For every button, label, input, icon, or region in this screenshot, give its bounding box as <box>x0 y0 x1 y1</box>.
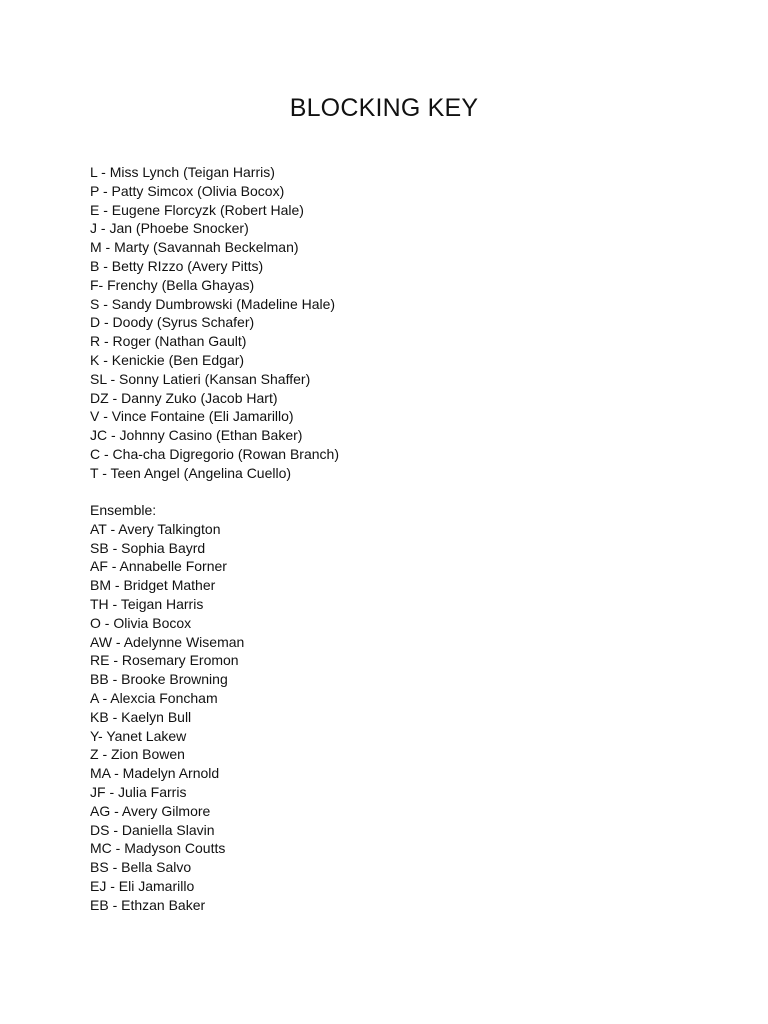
list-item: EJ - Eli Jamarillo <box>90 877 195 894</box>
list-item: RE - Rosemary Eromon <box>90 652 239 669</box>
list-item: L - Miss Lynch (Teigan Harris) <box>90 164 275 180</box>
document-title: BLOCKING KEY <box>289 94 479 122</box>
list-item: DS - Daniella Slavin <box>90 821 215 838</box>
list-item: TH - Teigan Harris <box>90 595 204 612</box>
list-item: M - Marty (Savannah Beckelman) <box>90 239 299 256</box>
list-item: S - Sandy Dumbrowski (Madeline Hale) <box>90 295 336 312</box>
ensemble-list <box>90 501 244 915</box>
list-item: MC - Madyson Coutts <box>90 840 226 857</box>
list-item: SL - Sonny Latieri (Kansan Shaffer) <box>90 370 311 387</box>
ensemble-heading: Ensemble: <box>90 502 157 518</box>
list-item: AW - Adelynne Wiseman <box>90 633 245 650</box>
list-item: AF - Annabelle Forner <box>90 558 227 575</box>
list-item: O - Olivia Bocox <box>90 614 192 631</box>
list-item: EB - Ethzan Baker <box>90 896 206 913</box>
list-item: C - Cha-cha Digregorio (Rowan Branch) <box>90 445 339 462</box>
list-item: J - Jan (Phoebe Snocker) <box>90 220 249 237</box>
list-item: AG - Avery Gilmore <box>90 802 211 819</box>
list-item: E - Eugene Florcyzk (Robert Hale) <box>90 201 304 218</box>
list-item: K - Kenickie (Ben Edgar) <box>90 351 245 368</box>
list-item: D - Doody (Syrus Schafer) <box>90 314 255 331</box>
list-item: KB - Kaelyn Bull <box>90 708 192 725</box>
list-item: JC - Johnny Casino (Ethan Baker) <box>90 427 303 444</box>
list-item: R - Roger (Nathan Gault) <box>90 333 247 350</box>
list-item: DZ - Danny Zuko (Jacob Hart) <box>90 389 278 406</box>
list-item: JF - Julia Farris <box>90 783 187 800</box>
list-item: AT - Avery Talkington <box>90 520 221 537</box>
list-item: BB - Brooke Browning <box>90 671 228 688</box>
list-item: P - Patty Simcox (Olivia Bocox) <box>90 182 285 199</box>
list-item: V - Vince Fontaine (Eli Jamarillo) <box>90 408 294 425</box>
principal-cast-list <box>90 163 339 483</box>
list-item: SB - Sophia Bayrd <box>90 539 206 556</box>
list-item: F- Frenchy (Bella Ghayas) <box>90 276 255 293</box>
list-item: BM - Bridget Mather <box>90 577 216 594</box>
list-item: BS - Bella Salvo <box>90 859 192 876</box>
list-item: A - Alexcia Foncham <box>90 689 218 706</box>
list-item: Z - Zion Bowen <box>90 746 185 763</box>
list-item: Y- Yanet Lakew <box>90 727 187 744</box>
list-item: MA - Madelyn Arnold <box>90 765 220 782</box>
list-item: T - Teen Angel (Angelina Cuello) <box>90 464 292 481</box>
list-item: B - Betty RIzzo (Avery Pitts) <box>90 257 264 274</box>
